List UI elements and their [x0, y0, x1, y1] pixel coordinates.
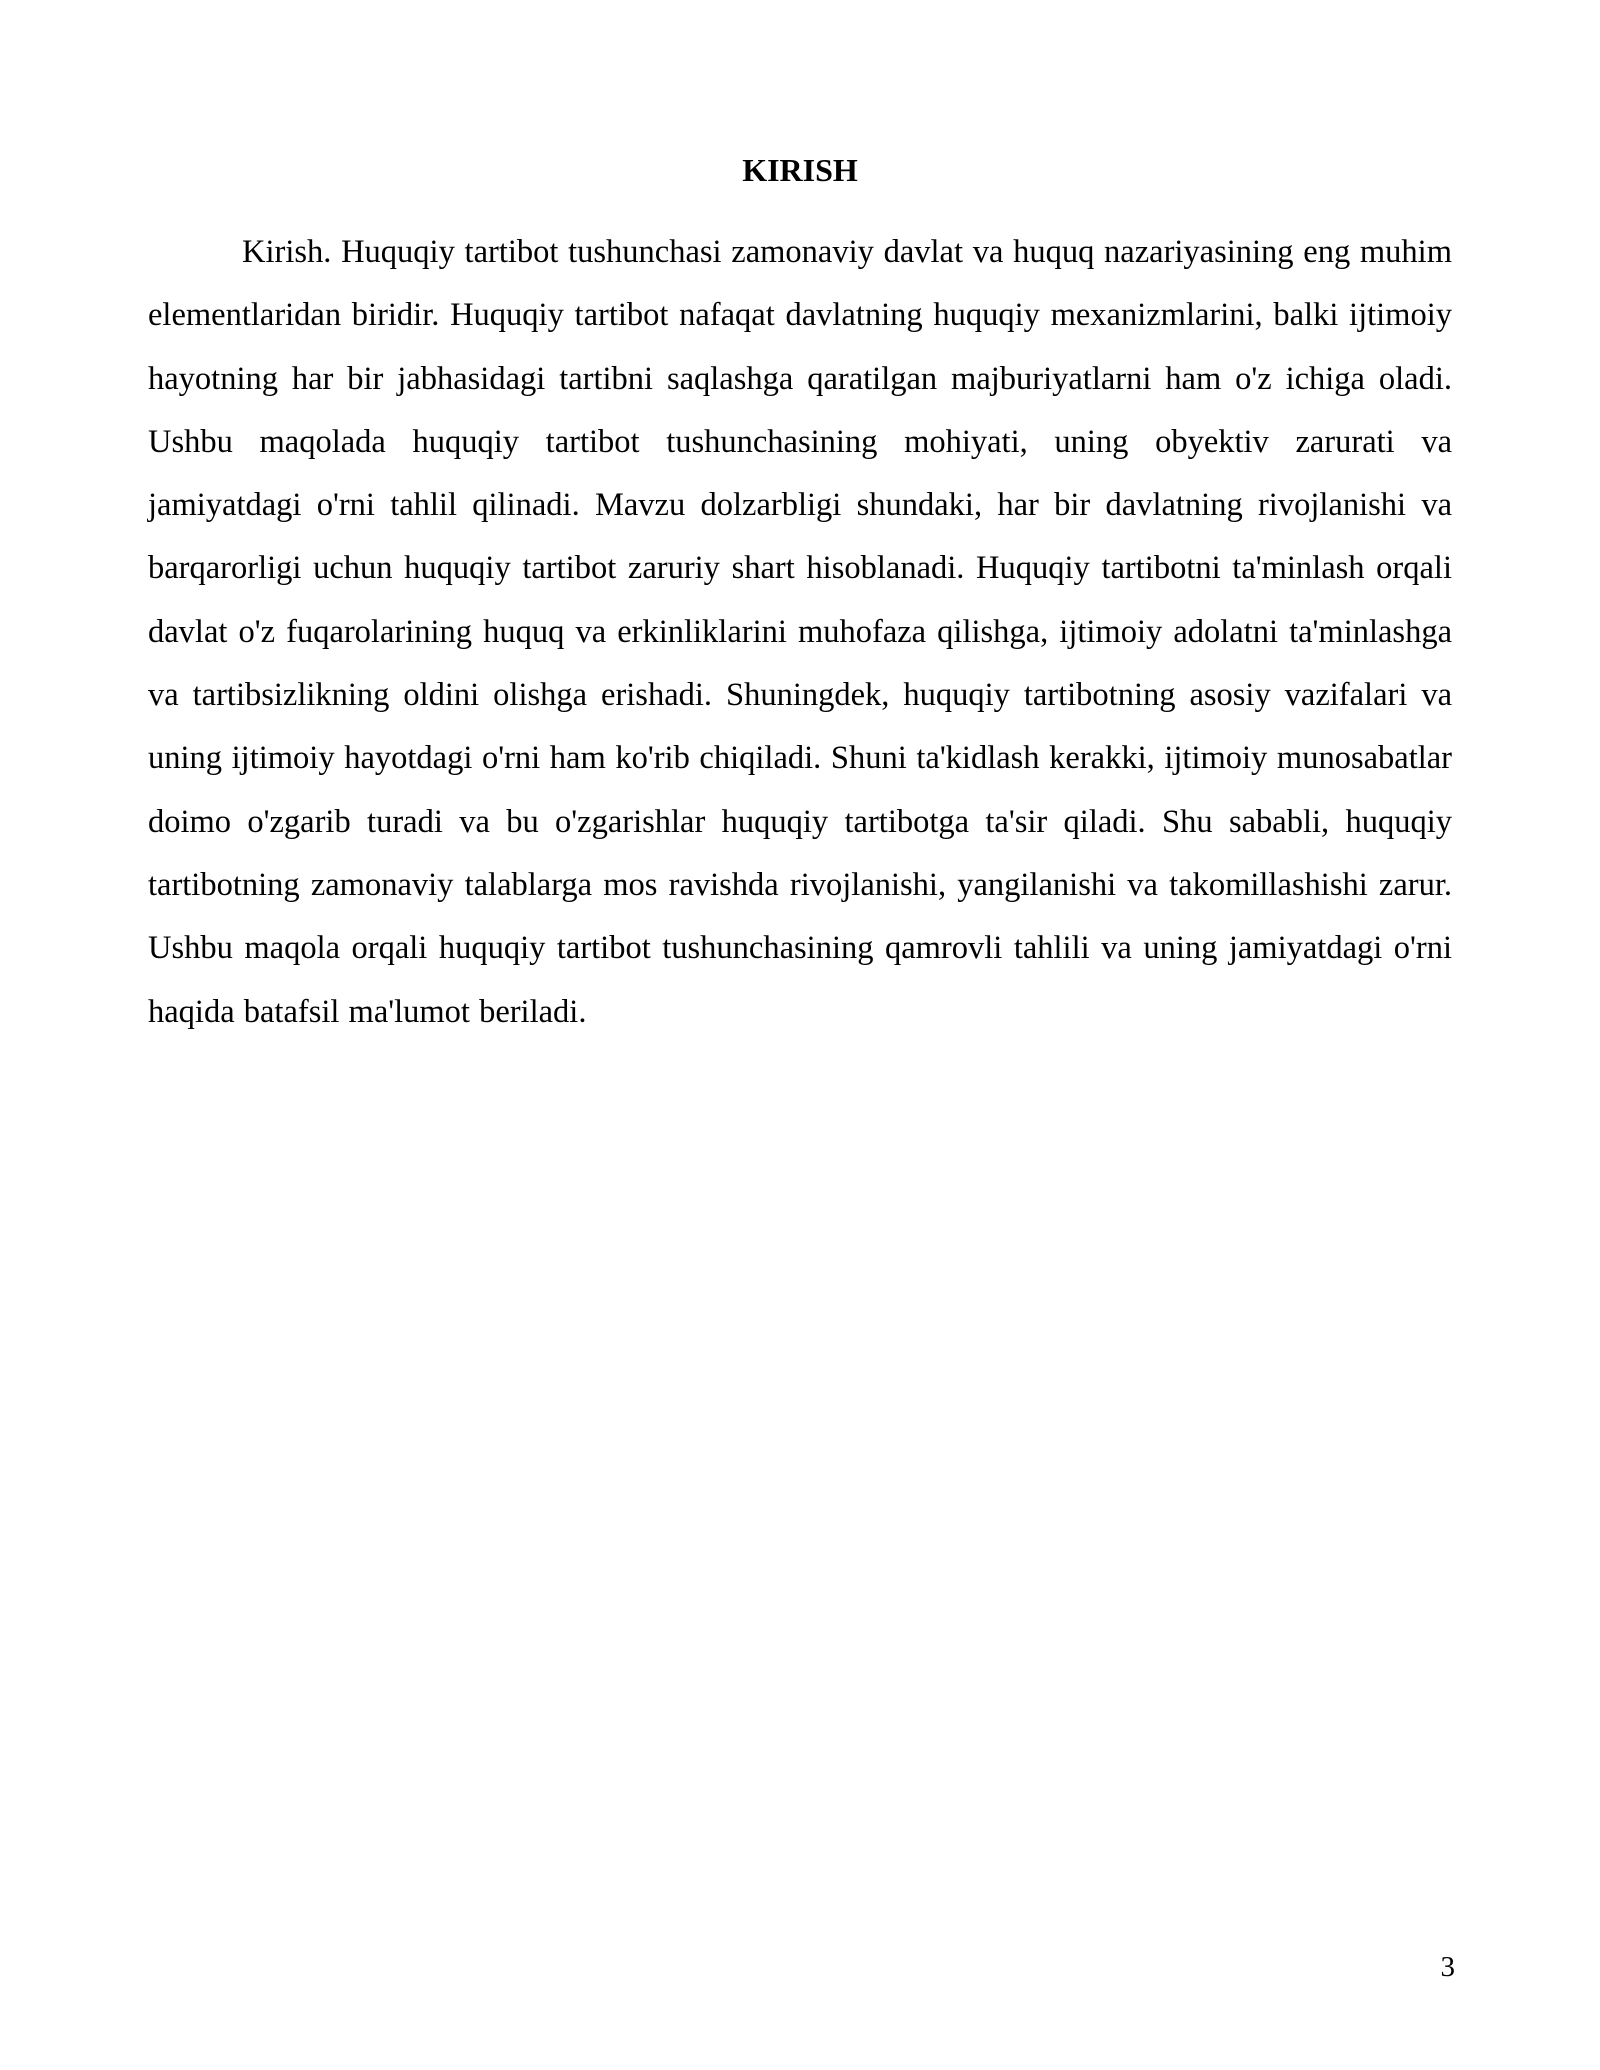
- page-number: 3: [1440, 1951, 1455, 1983]
- page-title: KIRISH: [742, 152, 858, 188]
- introduction-paragraph: Kirish. Huquqiy tartibot tushunchasi zamonaviy davlat va huquq nazariyasining eng muhim elementlaridan biridir. Huquqiy tartibot nafaqat davlatning huquqiy mexanizmlarini, balki ijtimoiy hayotning har bir jabhasidagi tartibni saqlashga qaratilgan majburiyatlarni ham o'z ichiga oladi. Ushbu maqolada huquqiy tartibot tushunchasining mohiyati, uning obyektiv zarurati va jamiyatdagi o'rni tahlil qilinadi. Mavzu dolzarbligi shundaki, har bir davlatning rivojlanishi va barqarorligi uchun huquqiy tartibot zaruriy shart hisoblanadi. Huquqiy tartibotni ta'minlash orqali davlat o'z fuqarolarining huquq va erkinliklarini muhofaza qilishga, ijtimoiy adolatni ta'minlashga va tartibsizlikning oldini olishga erishadi. Shuningdek, huquqiy tartibotning asosiy vazifalari va uning ijtimoiy hayotdagi o'rni ham ko'rib chiqiladi. Shuni ta'kidlash kerakki, ijtimoiy munosabatlar doimo o'zgarib turadi va bu o'zgarishlar huquqiy tartibotga ta'sir qiladi. Shu sababli, huquqiy tartibotning zamonaviy talablarga mos ravishda rivojlanishi, yangilanishi va takomillashishi zarur. Ushbu maqola orqali huquqiy tartibot tushunchasining qamrovli tahlili va uning jamiyatdagi o'rni haqida batafsil ma'lumot beriladi.: [148, 234, 1452, 1030]
